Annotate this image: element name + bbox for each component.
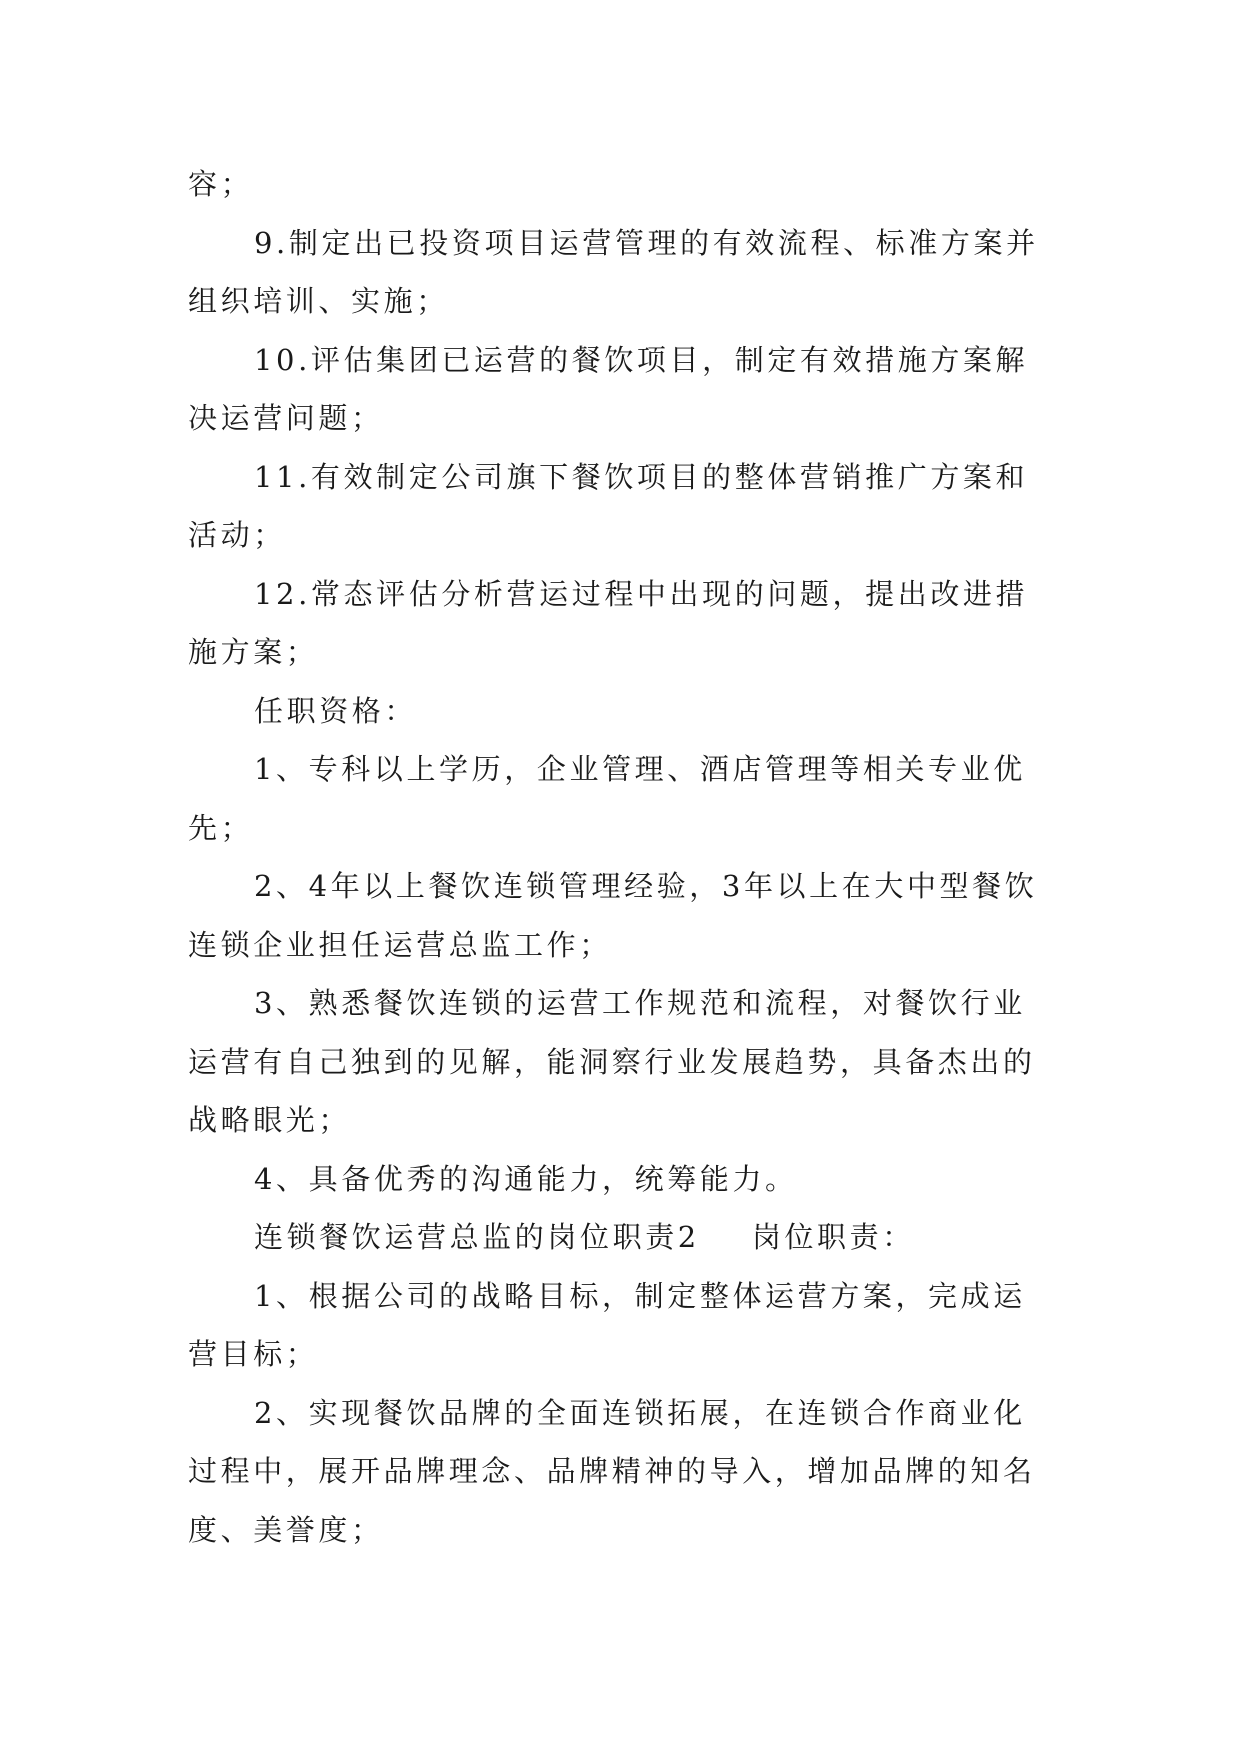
- qualifications-heading: 任职资格：: [254, 693, 418, 728]
- section-heading-2: [188, 1208, 1058, 1267]
- duty-item-9: 9.制定出已投资项目运营管理的有效流程、标准方案并组织培训、实施；: [188, 225, 1039, 318]
- paragraph-continuation: 容；: [188, 167, 254, 201]
- duty-item-11: 11.有效制定公司旗下餐饮项目的整体营销推广方案和活动；: [188, 459, 1029, 552]
- qualification-item-4: 4、具备优秀的沟通能力，统筹能力。: [254, 1161, 798, 1196]
- qualification-item-3: 3、熟悉餐饮连锁的运营工作规范和流程，对餐饮行业运营有自己独到的见解，能洞察行业发展趋势，具备杰出的战略眼光；: [188, 986, 1036, 1137]
- qualification-item-2: 2、4年以上餐饮连锁管理经验，3年以上在大中型餐饮连锁企业担任运营总监工作；: [188, 869, 1038, 962]
- duty-item-10: 10.评估集团已运营的餐饮项目，制定有效措施方案解决运营问题；: [188, 342, 1029, 435]
- qualification-item-1: 1、专科以上学历，企业管理、酒店管理等相关专业优先；: [188, 752, 1026, 845]
- duty-item-1: 1、根据公司的战略目标，制定整体运营方案，完成运营目标；: [188, 1278, 1026, 1371]
- duties-label: 岗位职责：: [751, 1220, 915, 1254]
- duty-item-2: 2、实现餐饮品牌的全面连锁拓展，在连锁合作商业化过程中，展开品牌理念、品牌精神的导入，增加品牌的知名度、美誉度；: [188, 1395, 1036, 1547]
- document-page: [188, 155, 1058, 1559]
- duty-item-12: 12.常态评估分析营运过程中出现的问题，提出改进措施方案；: [188, 576, 1029, 669]
- section-title: 连锁餐饮运营总监的岗位职责2: [254, 1220, 700, 1254]
